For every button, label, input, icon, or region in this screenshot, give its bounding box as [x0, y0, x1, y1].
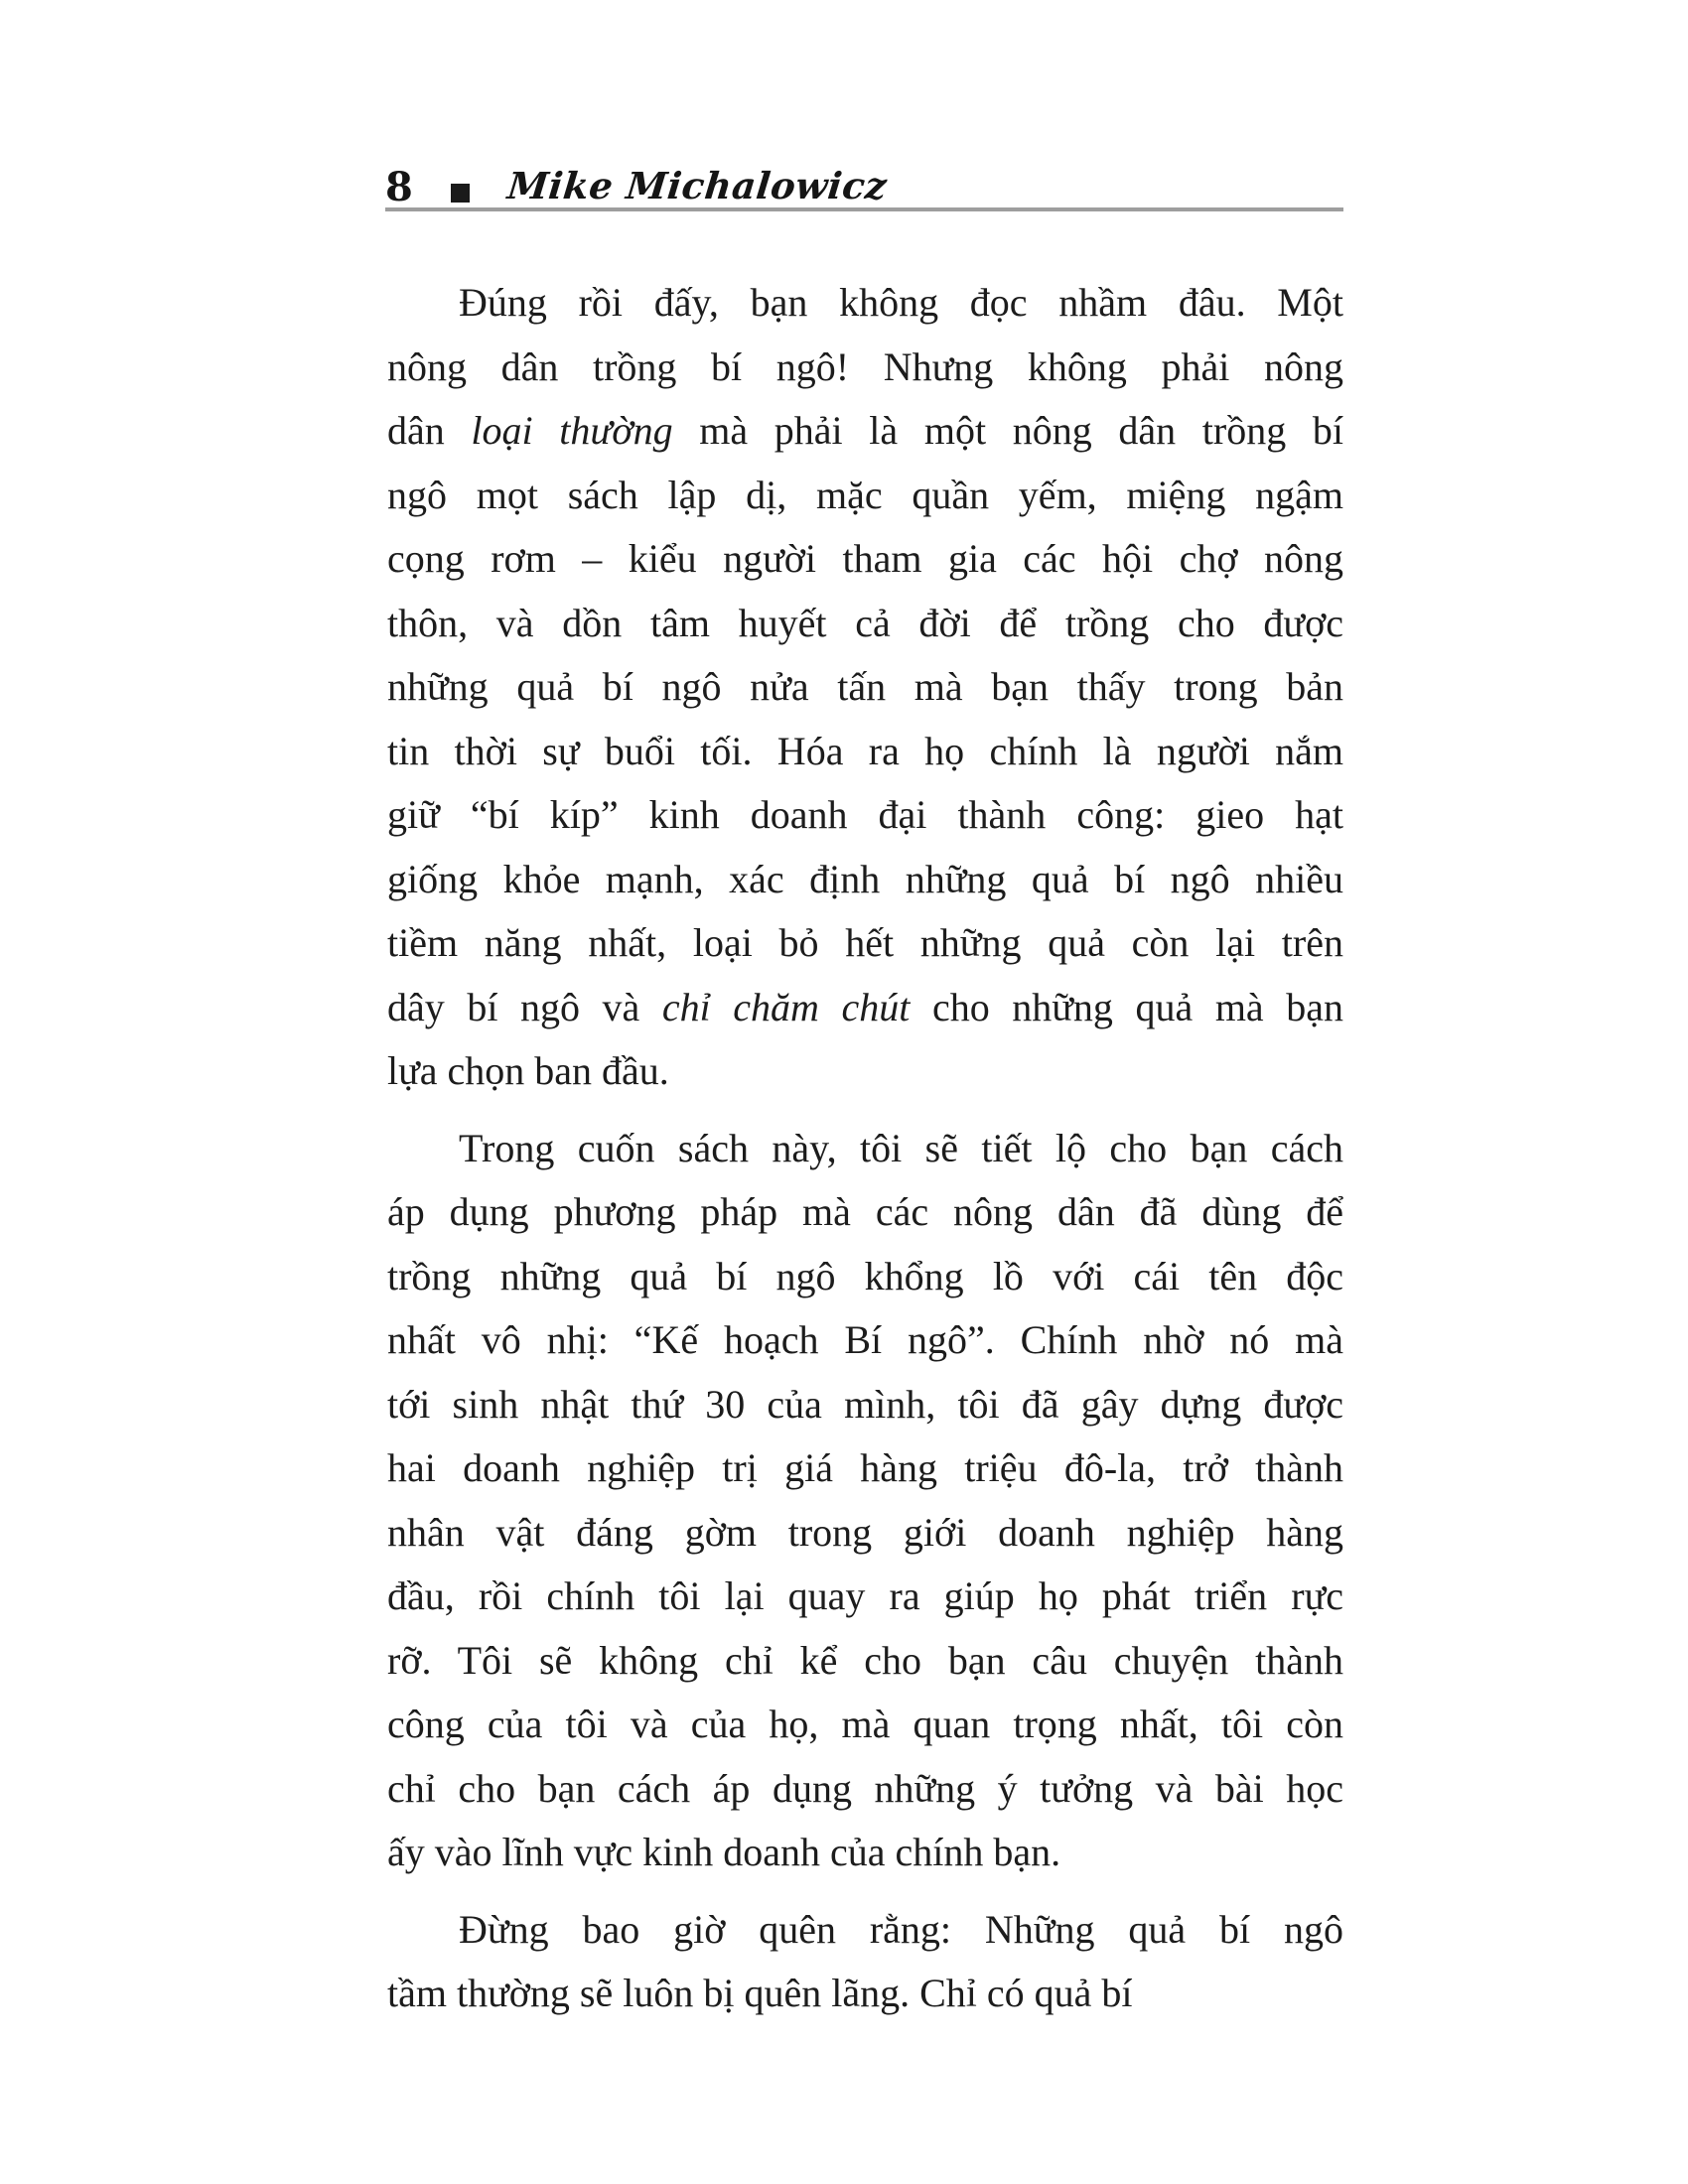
text-line — [387, 1962, 1343, 2026]
text-line — [387, 848, 1343, 912]
text-run: thôn, và dồn tâm huyết cả đời để trồng cho được — [387, 600, 1343, 645]
text-run: ấy vào lĩnh vực kinh doanh của chính bạn. — [387, 1830, 1061, 1874]
text-run: nhất vô nhị: “Kế hoạch Bí ngô”. Chính nhờ nó mà — [387, 1317, 1343, 1362]
text-line — [387, 1821, 1343, 1885]
text-run: tới sinh nhật thứ 30 của mình, tôi đã gây dựng được — [387, 1381, 1343, 1427]
text-run: rỡ. Tôi sẽ không chỉ kể cho bạn câu chuyện thành — [387, 1637, 1343, 1683]
square-bullet-icon — [451, 184, 470, 203]
text-line — [387, 1898, 1343, 1963]
text-line — [387, 1501, 1343, 1566]
italic-text-run: chỉ chăm chút — [661, 984, 911, 1029]
text-run: Đừng bao giờ quên rằng: Những quả bí ngô — [459, 1906, 1343, 1952]
text-line — [387, 592, 1343, 656]
text-line — [387, 783, 1343, 848]
text-run: tin thời sự buổi tối. Hóa ra họ chính là người nắm — [387, 728, 1343, 773]
text-run: cọng rơm – kiểu người tham gia các hội chợ nông — [387, 536, 1343, 581]
text-line — [387, 720, 1343, 784]
text-run: đầu, rồi chính tôi lại quay ra giúp họ phát triển rực — [387, 1573, 1343, 1618]
text-run: lựa chọn ban đầu. — [387, 1048, 669, 1093]
text-line — [387, 1308, 1343, 1373]
paragraph — [387, 271, 1343, 1104]
text-run: mà phải là một nông dân trồng bí — [672, 408, 1343, 453]
text-run: công của tôi và của họ, mà quan trọng nhất, tôi còn — [387, 1702, 1343, 1746]
text-run: Đúng rồi đấy, bạn không đọc nhầm đâu. Một — [459, 280, 1343, 325]
page-body — [387, 271, 1343, 2026]
text-line — [387, 1180, 1343, 1245]
text-line — [387, 527, 1343, 592]
text-run: cho những quả mà bạn — [910, 984, 1343, 1029]
text-run: dân — [387, 408, 472, 453]
text-line — [387, 1373, 1343, 1437]
text-line — [387, 399, 1343, 464]
text-line — [387, 1245, 1343, 1309]
text-line — [387, 1693, 1343, 1757]
text-line — [387, 1039, 1343, 1104]
text-line — [387, 655, 1343, 720]
text-line — [387, 976, 1343, 1040]
text-run: giữ “bí kíp” kinh doanh đại thành công: gieo hạt — [387, 792, 1343, 837]
text-run: chỉ cho bạn cách áp dụng những ý tưởng và bài học — [387, 1765, 1343, 1811]
text-run: nhân vật đáng gờm trong giới doanh nghiệp hàng — [387, 1509, 1343, 1555]
text-line — [387, 1117, 1343, 1181]
text-run: nông dân trồng bí ngô! Nhưng không phải nông — [387, 343, 1343, 389]
paragraph — [387, 1898, 1343, 2026]
text-line — [387, 1436, 1343, 1501]
text-line — [387, 911, 1343, 976]
text-line — [387, 336, 1343, 400]
text-run: tầm thường sẽ luôn bị quên lãng. Chỉ có quả bí — [387, 1971, 1133, 2015]
text-line — [387, 464, 1343, 528]
text-line — [387, 1757, 1343, 1822]
page-header — [385, 149, 1343, 211]
text-run: Trong cuốn sách này, tôi sẽ tiết lộ cho bạn cách — [459, 1125, 1343, 1170]
text-line — [387, 1565, 1343, 1629]
text-line — [387, 1629, 1343, 1694]
text-run: giống khỏe mạnh, xác định những quả bí ngô nhiều — [387, 856, 1343, 901]
text-run: những quả bí ngô nửa tấn mà bạn thấy trong bản — [387, 664, 1343, 709]
text-run: trồng những quả bí ngô khổng lồ với cái tên độc — [387, 1253, 1343, 1298]
text-run: dây bí ngô và — [387, 984, 662, 1029]
italic-text-run: loại thường — [471, 408, 673, 453]
text-line — [387, 271, 1343, 336]
running-author-name: Mike Michalowicz — [504, 164, 890, 207]
text-run: tiềm năng nhất, loại bỏ hết những quả còn lại trên — [387, 920, 1343, 965]
text-run: ngô mọt sách lập dị, mặc quần yếm, miệng ngậm — [387, 472, 1343, 517]
paragraph — [387, 1117, 1343, 1885]
text-run: hai doanh nghiệp trị giá hàng triệu đô-la, trở thành — [387, 1445, 1343, 1490]
text-run: áp dụng phương pháp mà các nông dân đã dùng để — [387, 1189, 1343, 1234]
page-number: 8 — [385, 164, 413, 210]
